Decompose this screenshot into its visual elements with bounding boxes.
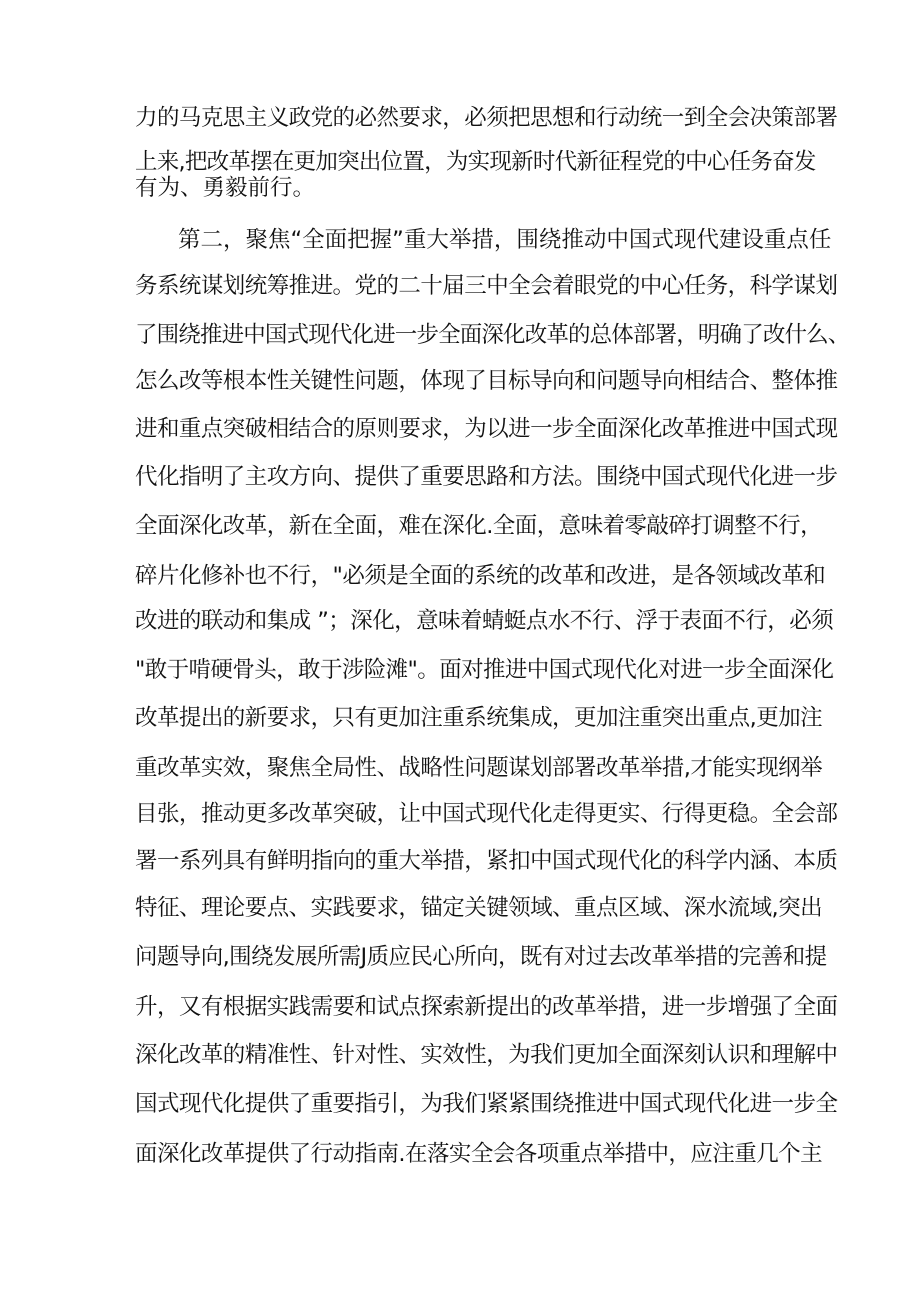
text-line: 升，又有根据实践需要和试点探索新提出的改革举措，进一步增强了全面 <box>135 994 838 1020</box>
text-line: 了围绕推进中国式现代化进一步全面深化改革的总体部署，明确了改什么、 <box>135 322 850 348</box>
text-line: 特征、理论要点、实践要求，锚定关键领域、重点区域、深水流域,突出 <box>135 895 823 921</box>
text-line: 碎片化修补也不行，"必须是全面的系统的改革和改进，是各领域改革和 <box>135 563 826 589</box>
text-line: 全面深化改革，新在全面，难在深化.全面，意味着零敲碎打调整不行， <box>135 513 823 539</box>
text-line: 目张，推动更多改革突破，让中国式现代化走得更实、行得更稳。全会部 <box>135 801 838 827</box>
text-line: 国式现代化提供了重要指引，为我们紧紧围绕推进中国式现代化进一步全 <box>135 1091 838 1117</box>
text-line: 面深化改革提供了行动指南.在落实全会各项重点举措中，应注重几个主 <box>135 1141 823 1167</box>
text-line: 署一系列具有鲜明指向的重大举措，紧扣中国式现代化的科学内涵、本质 <box>135 848 838 874</box>
text-line: 力的马克思主义政党的必然要求，必须把思想和行动统一到全会决策部署 <box>135 105 838 131</box>
text-line: 务系统谋划统筹推进。党的二十届三中全会着眼党的中心任务，科学谋划 <box>135 273 838 299</box>
text-line: "敢于啃硬骨头，敢于涉险滩"。面对推进中国式现代化对进一步全面深化 <box>135 657 834 683</box>
text-line: 进和重点突破相结合的原则要求，为以进一步全面深化改革推进中国式现 <box>135 416 838 442</box>
text-line: 第二，聚焦“全面把握”重大举措，围绕推动中国式现代建设重点任 <box>178 227 832 253</box>
text-line: 改革提出的新要求，只有更加注重系统集成，更加注重突出重点,更加注 <box>135 705 823 731</box>
text-line: 问题导向,围绕发展所需J质应民心所向，既有对过去改革举措的完善和提 <box>135 944 827 970</box>
text-line: 有为、勇毅前行。 <box>135 175 316 201</box>
text-line: 改进的联动和集成 ”；深化，意味着蜻蜓点水不行、浮于表面不行，必须 <box>135 608 834 634</box>
text-line: 上来,把改革摆在更加突出位置，为实现新时代新征程党的中心任务奋发 <box>135 149 816 175</box>
text-line: 重改革实效，聚焦全局性、战略性问题谋划部署改革举措,才能实现纲举 <box>135 755 823 781</box>
text-line: 代化指明了主攻方向、提供了重要思路和方法。围绕中国式现代化进一步 <box>135 464 838 490</box>
text-line: 深化改革的精准性、针对性、实效性，为我们更加全面深刻认识和理解中 <box>135 1042 838 1068</box>
text-line: 怎么改等根本性关键性问题，体现了目标导向和问题导向相结合、整体推 <box>135 368 838 394</box>
